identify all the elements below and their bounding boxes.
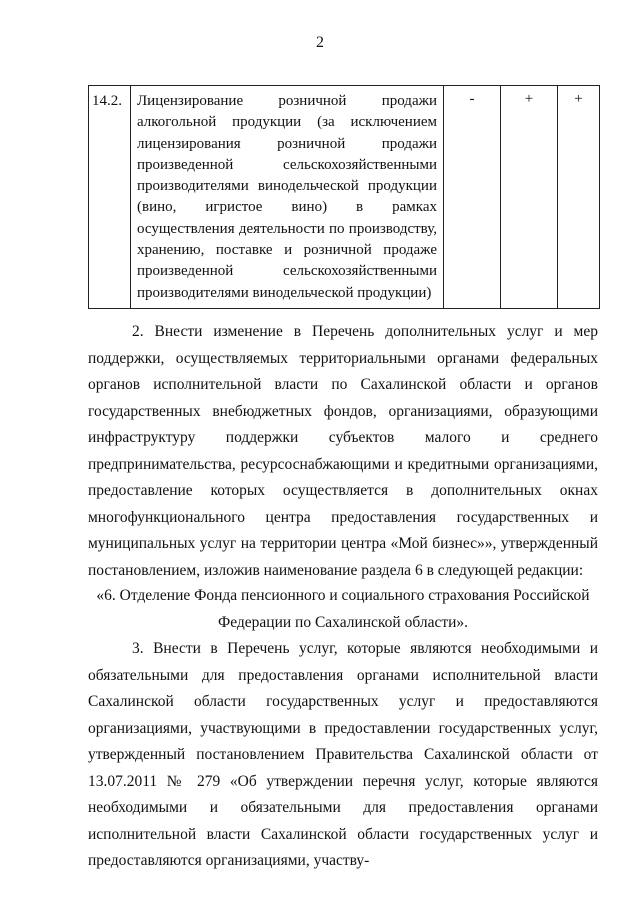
paragraph-3: 3. Внести в Перечень услуг, которые являются необходимыми и обязательными для предоставления органами исполнительной власти Сахалинской области государственных услуг и предоставляются организациями, участвующими в предоставлении государственных услуг, утвержденный постановлением Правительства Сахалинской области от 13.07.2011 № 279 «Об утверждении перечня услуг, которые являются необходимыми и обязательными для предоставления органами исполнительной власти Сахалинской области государственных услуг и предоставляются организациями, участву-: [88, 640, 598, 869]
row-mark-1: -: [444, 86, 501, 309]
page-number: 2: [316, 34, 324, 51]
services-table: [88, 85, 600, 309]
table-row: [89, 86, 600, 309]
section-6-quote: «6. Отделение Фонда пенсионного и социального страхования Российской Федерации по Сахалинской области».: [96, 587, 590, 631]
row-number: 14.2.: [89, 86, 131, 309]
row-mark-3: +: [558, 86, 600, 309]
paragraph-2: 2. Внести изменение в Перечень дополнительных услуг и мер поддержки, осуществляемых территориальными органами федеральных органов исполнительной власти по Сахалинской области и органов государственных внебюджетных фондов, организациями, образующими инфраструктуру поддержки субъектов малого и среднего предпринимательства, ресурсоснабжающими и кредитными организациями, предоставление которых осуществляется в дополнительных окнах многофункционального центра предоставления государственных и муниципальных услуг на территории центра «Мой бизнес»», утвержденный постановлением, изложив наименование раздела 6 в следующей редакции:: [88, 323, 598, 579]
row-mark-2: +: [501, 86, 558, 309]
row-service-text: Лицензирование розничной продажи алкогольной продукции (за исключением лицензирования розничной продажи произведенной сельскохозяйственными производителями винодельческой продукции (вино, игристое вино) в рамках осуществления деятельности по производству, хранению, поставке и розничной продаже произведенной сельскохозяйственными производителями винодельческой продукции): [131, 86, 444, 309]
